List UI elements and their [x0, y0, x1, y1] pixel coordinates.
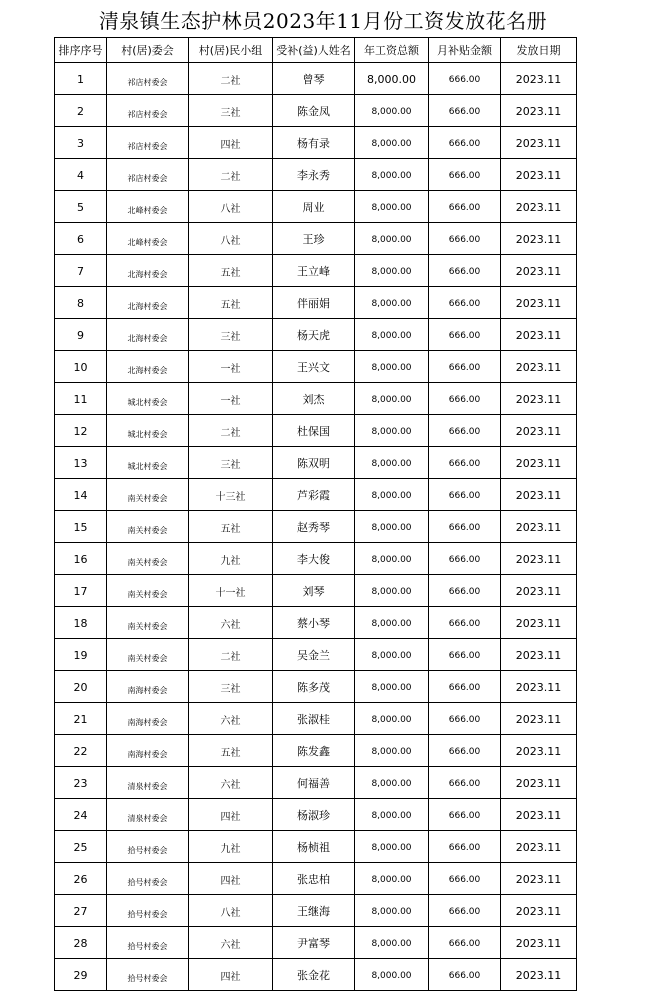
annual-salary-cell: 8,000.00 [355, 95, 429, 127]
monthly-subsidy-cell: 666.00 [429, 287, 501, 319]
annual-salary-cell: 8,000.00 [355, 895, 429, 927]
villager-group-cell: 十三社 [189, 479, 273, 511]
payment-date-cell: 2023.11 [501, 415, 577, 447]
document-title: 清泉镇生态护林员2023年11月份工资发放花名册 [98, 9, 548, 33]
monthly-subsidy-cell: 666.00 [429, 927, 501, 959]
monthly-subsidy-cell: 666.00 [429, 127, 501, 159]
beneficiary-name-cell: 杨天虎 [273, 319, 355, 351]
beneficiary-name-cell: 曾琴 [273, 63, 355, 95]
serial-number-cell: 19 [55, 639, 107, 671]
annual-salary-cell: 8,000.00 [355, 287, 429, 319]
table-row [55, 927, 577, 959]
village-committee-cell: 北峰村委会 [107, 223, 189, 255]
payment-date-cell: 2023.11 [501, 511, 577, 543]
villager-group-cell: 六社 [189, 607, 273, 639]
annual-salary-cell: 8,000.00 [355, 735, 429, 767]
village-committee-cell: 南关村委会 [107, 543, 189, 575]
payment-date-cell: 2023.11 [501, 703, 577, 735]
table-row [55, 351, 577, 383]
serial-number-cell: 4 [55, 159, 107, 191]
payment-date-cell: 2023.11 [501, 319, 577, 351]
beneficiary-name-cell: 蔡小琴 [273, 607, 355, 639]
payment-date-cell: 2023.11 [501, 479, 577, 511]
table-row [55, 639, 577, 671]
table-row [55, 383, 577, 415]
payment-date-cell: 2023.11 [501, 95, 577, 127]
monthly-subsidy-cell: 666.00 [429, 607, 501, 639]
monthly-subsidy-cell: 666.00 [429, 255, 501, 287]
payment-date-cell: 2023.11 [501, 671, 577, 703]
annual-salary-cell: 8,000.00 [355, 383, 429, 415]
villager-group-cell: 十一社 [189, 575, 273, 607]
monthly-subsidy-cell: 666.00 [429, 575, 501, 607]
serial-number-cell: 15 [55, 511, 107, 543]
village-committee-cell: 祁店村委会 [107, 63, 189, 95]
payment-date-cell: 2023.11 [501, 639, 577, 671]
monthly-subsidy-cell: 666.00 [429, 767, 501, 799]
village-committee-cell: 南关村委会 [107, 511, 189, 543]
annual-salary-cell: 8,000.00 [355, 191, 429, 223]
beneficiary-name-cell: 尹富琴 [273, 927, 355, 959]
serial-number-cell: 8 [55, 287, 107, 319]
village-committee-cell: 城北村委会 [107, 447, 189, 479]
serial-number-cell: 24 [55, 799, 107, 831]
serial-number-cell: 9 [55, 319, 107, 351]
monthly-subsidy-cell: 666.00 [429, 415, 501, 447]
table-row [55, 863, 577, 895]
annual-salary-cell: 8,000.00 [355, 607, 429, 639]
serial-number-cell: 7 [55, 255, 107, 287]
annual-salary-cell: 8,000.00 [355, 543, 429, 575]
header-row [55, 38, 577, 63]
payment-date-cell: 2023.11 [501, 799, 577, 831]
table-row [55, 767, 577, 799]
serial-number-cell: 11 [55, 383, 107, 415]
table-row [55, 511, 577, 543]
annual-salary-cell: 8,000.00 [355, 767, 429, 799]
villager-group-cell: 三社 [189, 95, 273, 127]
serial-number-cell: 17 [55, 575, 107, 607]
payment-date-cell: 2023.11 [501, 191, 577, 223]
beneficiary-name-cell: 赵秀琴 [273, 511, 355, 543]
serial-number-cell: 28 [55, 927, 107, 959]
villager-group-cell: 二社 [189, 159, 273, 191]
monthly-subsidy-cell: 666.00 [429, 671, 501, 703]
villager-group-cell: 三社 [189, 671, 273, 703]
payment-date-cell: 2023.11 [501, 767, 577, 799]
beneficiary-name-cell: 陈金凤 [273, 95, 355, 127]
annual-salary-cell: 8,000.00 [355, 703, 429, 735]
table-row [55, 415, 577, 447]
village-committee-cell: 城北村委会 [107, 383, 189, 415]
serial-number-cell: 25 [55, 831, 107, 863]
table-row [55, 95, 577, 127]
serial-number-cell: 18 [55, 607, 107, 639]
serial-number-cell: 27 [55, 895, 107, 927]
monthly-subsidy-cell: 666.00 [429, 511, 501, 543]
village-committee-cell: 北海村委会 [107, 351, 189, 383]
table-row [55, 479, 577, 511]
village-committee-cell: 南海村委会 [107, 735, 189, 767]
annual-salary-cell: 8,000.00 [355, 575, 429, 607]
header-payment-date: 发放日期 [501, 38, 577, 63]
beneficiary-name-cell: 吴金兰 [273, 639, 355, 671]
village-committee-cell: 拾号村委会 [107, 959, 189, 991]
header-village-committee: 村(居)委会 [107, 38, 189, 63]
villager-group-cell: 三社 [189, 319, 273, 351]
villager-group-cell: 二社 [189, 63, 273, 95]
village-committee-cell: 清泉村委会 [107, 767, 189, 799]
beneficiary-name-cell: 杨淑珍 [273, 799, 355, 831]
villager-group-cell: 二社 [189, 415, 273, 447]
payment-date-cell: 2023.11 [501, 863, 577, 895]
header-annual-salary: 年工资总额 [355, 38, 429, 63]
table-row [55, 575, 577, 607]
villager-group-cell: 三社 [189, 447, 273, 479]
annual-salary-cell: 8,000.00 [355, 447, 429, 479]
table-row [55, 543, 577, 575]
payment-date-cell: 2023.11 [501, 959, 577, 991]
serial-number-cell: 14 [55, 479, 107, 511]
beneficiary-name-cell: 王珍 [273, 223, 355, 255]
beneficiary-name-cell: 刘琴 [273, 575, 355, 607]
serial-number-cell: 1 [55, 63, 107, 95]
village-committee-cell: 北海村委会 [107, 287, 189, 319]
village-committee-cell: 清泉村委会 [107, 799, 189, 831]
villager-group-cell: 四社 [189, 863, 273, 895]
village-committee-cell: 南海村委会 [107, 671, 189, 703]
monthly-subsidy-cell: 666.00 [429, 95, 501, 127]
village-committee-cell: 拾号村委会 [107, 927, 189, 959]
beneficiary-name-cell: 杜保国 [273, 415, 355, 447]
village-committee-cell: 南关村委会 [107, 607, 189, 639]
monthly-subsidy-cell: 666.00 [429, 479, 501, 511]
payment-date-cell: 2023.11 [501, 127, 577, 159]
monthly-subsidy-cell: 666.00 [429, 703, 501, 735]
beneficiary-name-cell: 张忠柏 [273, 863, 355, 895]
monthly-subsidy-cell: 666.00 [429, 639, 501, 671]
serial-number-cell: 26 [55, 863, 107, 895]
annual-salary-cell: 8,000.00 [355, 959, 429, 991]
serial-number-cell: 22 [55, 735, 107, 767]
table-row [55, 895, 577, 927]
table-row [55, 671, 577, 703]
villager-group-cell: 六社 [189, 927, 273, 959]
beneficiary-name-cell: 李大俊 [273, 543, 355, 575]
table-row [55, 191, 577, 223]
serial-number-cell: 13 [55, 447, 107, 479]
villager-group-cell: 八社 [189, 895, 273, 927]
beneficiary-name-cell: 芦彩霞 [273, 479, 355, 511]
village-committee-cell: 南关村委会 [107, 479, 189, 511]
header-beneficiary-name: 受补(益)人姓名 [273, 38, 355, 63]
annual-salary-cell: 8,000.00 [355, 639, 429, 671]
payment-date-cell: 2023.11 [501, 223, 577, 255]
monthly-subsidy-cell: 666.00 [429, 319, 501, 351]
beneficiary-name-cell: 王继海 [273, 895, 355, 927]
payment-date-cell: 2023.11 [501, 255, 577, 287]
village-committee-cell: 拾号村委会 [107, 831, 189, 863]
beneficiary-name-cell: 刘杰 [273, 383, 355, 415]
serial-number-cell: 6 [55, 223, 107, 255]
annual-salary-cell: 8,000.00 [355, 255, 429, 287]
villager-group-cell: 五社 [189, 287, 273, 319]
monthly-subsidy-cell: 666.00 [429, 383, 501, 415]
payment-date-cell: 2023.11 [501, 607, 577, 639]
villager-group-cell: 八社 [189, 223, 273, 255]
monthly-subsidy-cell: 666.00 [429, 543, 501, 575]
annual-salary-cell: 8,000.00 [355, 799, 429, 831]
annual-salary-cell: 8,000.00 [355, 511, 429, 543]
villager-group-cell: 四社 [189, 799, 273, 831]
payment-date-cell: 2023.11 [501, 159, 577, 191]
serial-number-cell: 2 [55, 95, 107, 127]
table-row [55, 703, 577, 735]
table-row [55, 959, 577, 991]
table-row [55, 735, 577, 767]
annual-salary-cell: 8,000.00 [355, 127, 429, 159]
annual-salary-cell: 8,000.00 [355, 415, 429, 447]
villager-group-cell: 五社 [189, 511, 273, 543]
payment-date-cell: 2023.11 [501, 447, 577, 479]
villager-group-cell: 五社 [189, 255, 273, 287]
header-serial-number: 排序序号 [55, 38, 107, 63]
village-committee-cell: 北峰村委会 [107, 191, 189, 223]
table-row [55, 831, 577, 863]
village-committee-cell: 北海村委会 [107, 319, 189, 351]
village-committee-cell: 祁店村委会 [107, 95, 189, 127]
serial-number-cell: 3 [55, 127, 107, 159]
monthly-subsidy-cell: 666.00 [429, 63, 501, 95]
serial-number-cell: 10 [55, 351, 107, 383]
beneficiary-name-cell: 张淑桂 [273, 703, 355, 735]
payment-date-cell: 2023.11 [501, 351, 577, 383]
annual-salary-cell: 8,000.00 [355, 319, 429, 351]
payroll-table [54, 37, 577, 991]
beneficiary-name-cell: 张金花 [273, 959, 355, 991]
payment-date-cell: 2023.11 [501, 63, 577, 95]
payment-date-cell: 2023.11 [501, 735, 577, 767]
annual-salary-cell: 8,000.00 [355, 671, 429, 703]
villager-group-cell: 一社 [189, 351, 273, 383]
village-committee-cell: 城北村委会 [107, 415, 189, 447]
annual-salary-cell: 8,000.00 [355, 223, 429, 255]
annual-salary-cell: 8,000.00 [355, 159, 429, 191]
payment-date-cell: 2023.11 [501, 895, 577, 927]
serial-number-cell: 29 [55, 959, 107, 991]
villager-group-cell: 六社 [189, 703, 273, 735]
serial-number-cell: 23 [55, 767, 107, 799]
beneficiary-name-cell: 杨桢祖 [273, 831, 355, 863]
villager-group-cell: 九社 [189, 543, 273, 575]
payment-date-cell: 2023.11 [501, 927, 577, 959]
villager-group-cell: 一社 [189, 383, 273, 415]
serial-number-cell: 21 [55, 703, 107, 735]
beneficiary-name-cell: 伴丽娟 [273, 287, 355, 319]
beneficiary-name-cell: 王立峰 [273, 255, 355, 287]
beneficiary-name-cell: 王兴文 [273, 351, 355, 383]
payment-date-cell: 2023.11 [501, 287, 577, 319]
table-row [55, 607, 577, 639]
serial-number-cell: 5 [55, 191, 107, 223]
beneficiary-name-cell: 李永秀 [273, 159, 355, 191]
table-row [55, 255, 577, 287]
village-committee-cell: 拾号村委会 [107, 895, 189, 927]
village-committee-cell: 南海村委会 [107, 703, 189, 735]
villager-group-cell: 九社 [189, 831, 273, 863]
annual-salary-cell: 8,000.00 [355, 831, 429, 863]
beneficiary-name-cell: 何福善 [273, 767, 355, 799]
header-villager-group: 村(居)民小组 [189, 38, 273, 63]
payment-date-cell: 2023.11 [501, 543, 577, 575]
villager-group-cell: 四社 [189, 959, 273, 991]
annual-salary-cell: 8,000.00 [355, 63, 429, 95]
table-row [55, 447, 577, 479]
village-committee-cell: 南关村委会 [107, 639, 189, 671]
villager-group-cell: 五社 [189, 735, 273, 767]
monthly-subsidy-cell: 666.00 [429, 959, 501, 991]
monthly-subsidy-cell: 666.00 [429, 447, 501, 479]
monthly-subsidy-cell: 666.00 [429, 159, 501, 191]
village-committee-cell: 祁店村委会 [107, 127, 189, 159]
village-committee-cell: 拾号村委会 [107, 863, 189, 895]
beneficiary-name-cell: 陈多茂 [273, 671, 355, 703]
serial-number-cell: 12 [55, 415, 107, 447]
annual-salary-cell: 8,000.00 [355, 351, 429, 383]
monthly-subsidy-cell: 666.00 [429, 895, 501, 927]
village-committee-cell: 祁店村委会 [107, 159, 189, 191]
villager-group-cell: 六社 [189, 767, 273, 799]
monthly-subsidy-cell: 666.00 [429, 351, 501, 383]
table-row [55, 319, 577, 351]
monthly-subsidy-cell: 666.00 [429, 735, 501, 767]
beneficiary-name-cell: 周业 [273, 191, 355, 223]
payment-date-cell: 2023.11 [501, 831, 577, 863]
villager-group-cell: 四社 [189, 127, 273, 159]
table-row [55, 799, 577, 831]
serial-number-cell: 16 [55, 543, 107, 575]
header-monthly-subsidy: 月补贴金额 [429, 38, 501, 63]
serial-number-cell: 20 [55, 671, 107, 703]
annual-salary-cell: 8,000.00 [355, 479, 429, 511]
table-row [55, 287, 577, 319]
monthly-subsidy-cell: 666.00 [429, 223, 501, 255]
annual-salary-cell: 8,000.00 [355, 863, 429, 895]
payment-date-cell: 2023.11 [501, 383, 577, 415]
monthly-subsidy-cell: 666.00 [429, 831, 501, 863]
village-committee-cell: 北海村委会 [107, 255, 189, 287]
table-row [55, 159, 577, 191]
beneficiary-name-cell: 陈发鑫 [273, 735, 355, 767]
beneficiary-name-cell: 陈双明 [273, 447, 355, 479]
village-committee-cell: 南关村委会 [107, 575, 189, 607]
table-row [55, 223, 577, 255]
villager-group-cell: 八社 [189, 191, 273, 223]
beneficiary-name-cell: 杨有录 [273, 127, 355, 159]
villager-group-cell: 二社 [189, 639, 273, 671]
monthly-subsidy-cell: 666.00 [429, 863, 501, 895]
annual-salary-cell: 8,000.00 [355, 927, 429, 959]
monthly-subsidy-cell: 666.00 [429, 799, 501, 831]
table-body [55, 63, 577, 991]
monthly-subsidy-cell: 666.00 [429, 191, 501, 223]
payment-date-cell: 2023.11 [501, 575, 577, 607]
table-row [55, 63, 577, 95]
table-row [55, 127, 577, 159]
